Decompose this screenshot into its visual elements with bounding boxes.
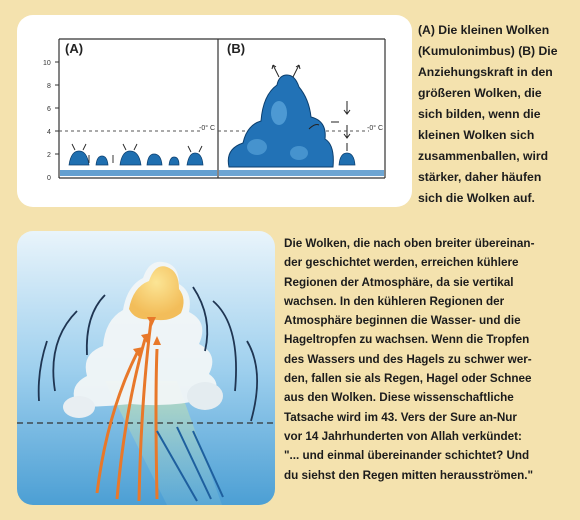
y-tick: 0 — [47, 175, 51, 182]
panel-b-label: (B) — [227, 41, 246, 56]
caption-bottom: Die Wolken, die nach oben breiter übereinan- der geschichtet werden, erreichen kühlere Regionen der Atmosphäre, da sie vertikal wachsen. In den kühleren Regionen der Atmosphäre beginnen die Wasser- und die Hageltropfen zu wachsen. Wenn die Tropfen des Wassers und des Hagels zu schwer wer- den, fallen sie als Regen, Hagel oder Schnee aus den Wolken. Diese wissenschaftliche Tatsache wird im 43. Vers der Sure an-Nur vor 14 Jahrhunderten von Allah verkündet: "... und einmal übereinander schichtet? Und du siehst den Regen mitten herausströmen." — [284, 237, 535, 482]
panel-a-label: (A) — [65, 41, 84, 56]
panel-b — [218, 39, 385, 178]
freezing-label: -0° C — [199, 125, 216, 132]
freezing-label: -0° C — [367, 125, 384, 132]
y-axis-ticks — [43, 60, 51, 182]
caption-top: (A) Die kleinen Wolken (Kumulonimbus) (B) Die Anziehungskraft in den größeren Wolken, die sich bilden, wenn die kleinen Wolken sich zusammenballen, wird stärker, daher häufen sich die Wolken auf. — [418, 23, 558, 205]
y-tick: 10 — [43, 60, 51, 67]
panel-a — [43, 39, 218, 182]
cloud-formation-diagram — [17, 15, 412, 207]
cloud-illustration — [17, 231, 275, 505]
illustration-svg — [17, 231, 275, 505]
diagram-svg — [17, 15, 412, 207]
y-tick: 2 — [47, 152, 51, 159]
y-tick: 4 — [47, 129, 51, 136]
y-tick: 6 — [47, 106, 51, 113]
large-cumulonimbus-cloud — [228, 65, 333, 167]
y-tick: 8 — [47, 83, 51, 90]
